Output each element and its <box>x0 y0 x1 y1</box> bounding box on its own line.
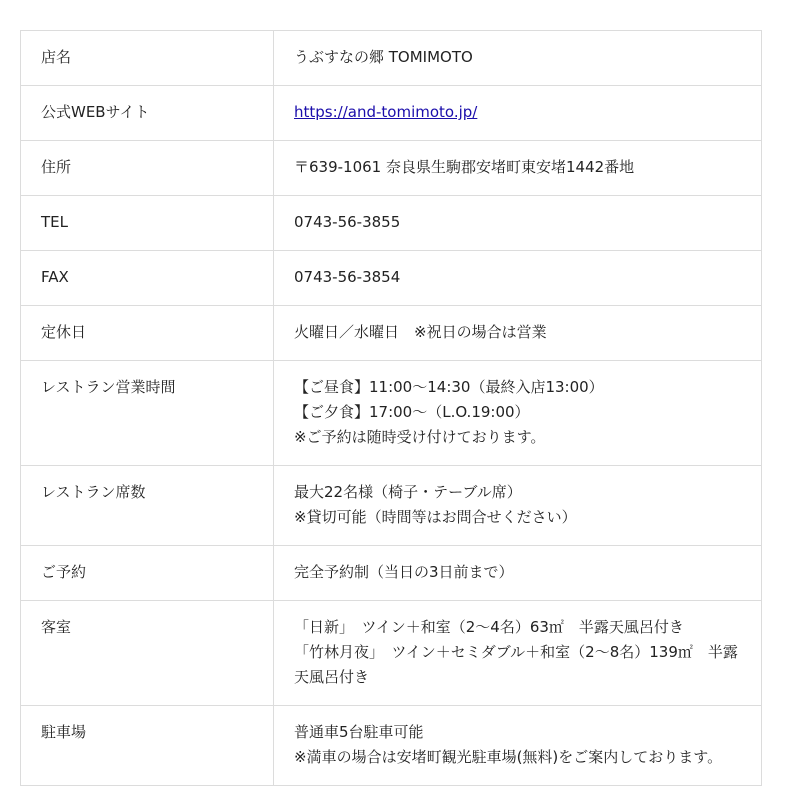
seats-text: 最大22名様（椅子・テーブル席） <box>294 483 522 501</box>
row-value <box>274 361 762 466</box>
shop-name: うぶすなの郷 TOMIMOTO <box>294 48 473 66</box>
row-value <box>274 706 762 786</box>
row-label: 駐車場 <box>21 706 274 786</box>
row-value <box>274 546 762 601</box>
row-value <box>274 86 762 141</box>
table-row <box>21 361 762 466</box>
row-label: FAX <box>21 251 274 306</box>
tel-text: 0743-56-3855 <box>294 213 401 231</box>
parking-note-text: ※満車の場合は安堵町観光駐車場(無料)をご案内しております。 <box>294 748 723 766</box>
fax-text: 0743-56-3854 <box>294 268 401 286</box>
row-value <box>274 306 762 361</box>
row-value <box>274 196 762 251</box>
row-label: 公式WEBサイト <box>21 86 274 141</box>
row-label: TEL <box>21 196 274 251</box>
reservation-note-text: ※ご予約は随時受け付けております。 <box>294 428 546 446</box>
row-label: 客室 <box>21 601 274 706</box>
row-label: 店名 <box>21 31 274 86</box>
row-label: 定休日 <box>21 306 274 361</box>
table-row <box>21 196 762 251</box>
table-row <box>21 306 762 361</box>
row-label: 住所 <box>21 141 274 196</box>
website-link[interactable]: https://and-tomimoto.jp/ <box>294 103 478 121</box>
dinner-hours-text: 【ご夕食】17:00〜（L.O.19:00） <box>294 403 530 421</box>
row-value <box>274 601 762 706</box>
address-text: 〒639-1061 奈良県生駒郡安堵町東安堵1442番地 <box>294 158 635 176</box>
table-row <box>21 251 762 306</box>
private-hire-note-text: ※貸切可能（時間等はお問合せください） <box>294 508 577 526</box>
reservation-text: 完全予約制（当日の3日前まで） <box>294 563 514 581</box>
row-value <box>274 251 762 306</box>
table-row <box>21 141 762 196</box>
table-row <box>21 546 762 601</box>
info-table <box>20 30 762 786</box>
row-value <box>274 31 762 86</box>
row-value <box>274 466 762 546</box>
room-chikurin-tsukuyo-text: 「竹林月夜」 ツイン＋セミダブル＋和室（2〜8名）139㎡ 半露天風呂付き <box>294 643 738 686</box>
row-value <box>274 141 762 196</box>
row-label: ご予約 <box>21 546 274 601</box>
table-row <box>21 466 762 546</box>
lunch-hours-text: 【ご昼食】11:00〜14:30（最終入店13:00） <box>294 378 604 396</box>
row-label: レストラン席数 <box>21 466 274 546</box>
room-nisshin-text: 「日新」 ツイン＋和室（2〜4名）63㎡ 半露天風呂付き <box>294 618 684 636</box>
table-row <box>21 601 762 706</box>
table-row <box>21 706 762 786</box>
table-row <box>21 31 762 86</box>
row-label: レストラン営業時間 <box>21 361 274 466</box>
parking-text: 普通車5台駐車可能 <box>294 723 424 741</box>
table-row <box>21 86 762 141</box>
closed-days-text: 火曜日／水曜日 ※祝日の場合は営業 <box>294 323 547 341</box>
